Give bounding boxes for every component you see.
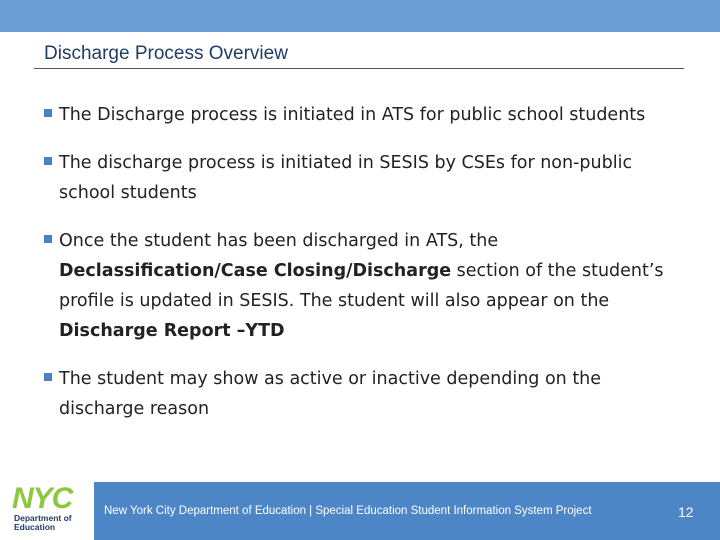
slide-title: Discharge Process Overview (44, 43, 288, 64)
nyc-doe-logo (0, 478, 94, 540)
bullet-item (44, 364, 684, 424)
logo-line: Education (14, 522, 56, 532)
square-bullet-icon (44, 109, 52, 117)
logo-line: Department of (14, 513, 72, 523)
square-bullet-icon (44, 235, 52, 243)
bullet-text: The student may show as active or inactive depending on the discharge reason (59, 369, 602, 419)
bullet-text: The Discharge process is initiated in ATS for public school students (59, 105, 646, 125)
square-bullet-icon (44, 157, 52, 165)
bullet-item (44, 148, 684, 208)
footer-text: New York City Department of Education | Special Education Student Information System Project (104, 505, 592, 517)
bullet-text-bold: Declassification/Case Closing/Discharge (59, 261, 452, 281)
bullet-text-bold: Discharge Report –YTD (59, 321, 285, 341)
bullet-text: Once the student has been discharged in ATS, the (59, 231, 499, 251)
square-bullet-icon (44, 373, 52, 381)
bullet-list (44, 100, 684, 442)
title-divider (34, 68, 684, 69)
bullet-item (44, 226, 684, 346)
logo-department-text (14, 514, 72, 532)
bullet-text: The discharge process is initiated in SESIS by CSEs for non-public school students (59, 153, 633, 203)
bullet-item (44, 100, 684, 130)
logo-nyc-mark: NYC (12, 482, 73, 515)
top-band (0, 0, 720, 32)
bullet-text: section of the student’s profile is updated in SESIS. The student will also appear on the (59, 261, 664, 311)
page-number: 12 (678, 504, 694, 520)
